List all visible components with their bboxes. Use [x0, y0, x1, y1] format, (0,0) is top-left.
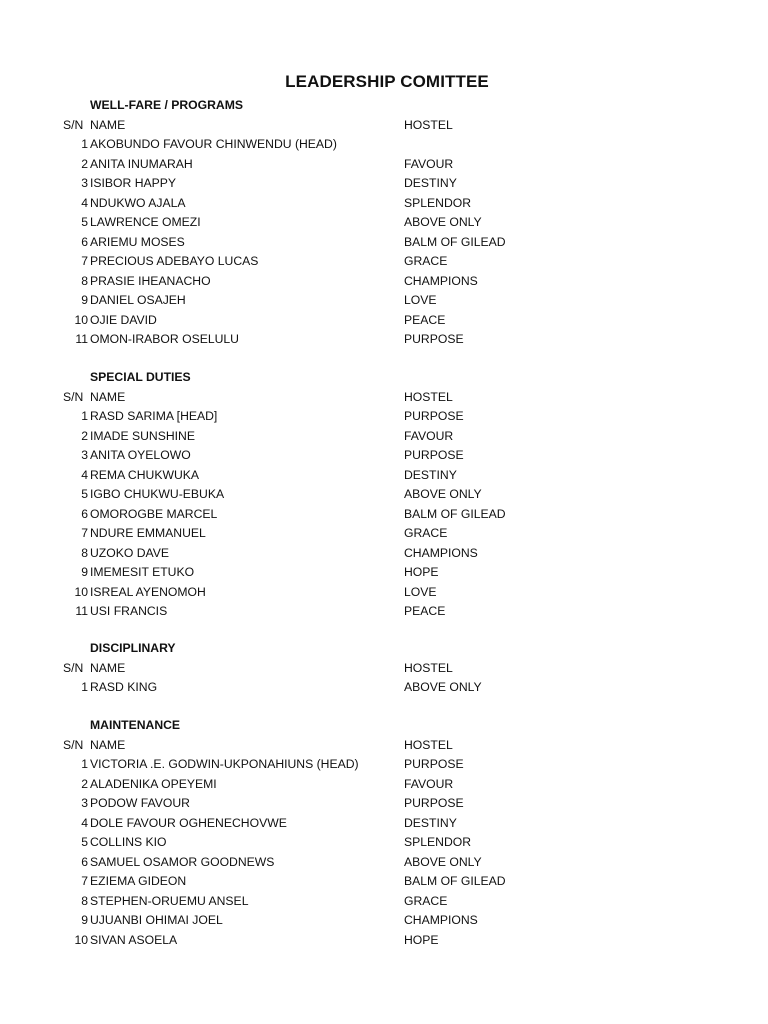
row-hostel: DESTINY [404, 815, 457, 830]
row-name: IMEMESIT ETUKO [90, 565, 195, 579]
row-hostel: PURPOSE [404, 409, 464, 423]
row-hostel: FAVOUR [404, 156, 454, 171]
row-name: IGBO CHUKWU-EBUKA [90, 487, 225, 501]
row-hostel: GRACE [404, 526, 448, 540]
table-row [0, 291, 768, 311]
row-sn: 5 [81, 487, 88, 501]
table-row [0, 911, 768, 931]
row-name: EZIEMA GIDEON [90, 874, 187, 888]
row-name: VICTORIA .E. GODWIN-UKPONAHIUNS (HEAD) [90, 757, 359, 771]
row-hostel: ABOVE ONLY [404, 854, 482, 869]
row-sn: 6 [81, 854, 88, 869]
row-hostel: PURPOSE [404, 757, 464, 771]
table-row [0, 466, 768, 486]
row-name: STEPHEN-ORUEMU ANSEL [90, 893, 249, 908]
row-name: UZOKO DAVE [90, 545, 170, 560]
row-sn: 4 [81, 467, 88, 482]
table-row [0, 872, 768, 892]
section-title: WELL-FARE / PROGRAMS [90, 98, 244, 112]
table-row [0, 407, 768, 427]
row-sn: 10 [74, 312, 88, 327]
table-row [0, 135, 768, 155]
row-sn: 7 [81, 526, 88, 540]
table-row [0, 311, 768, 331]
row-hostel: BALM OF GILEAD [404, 506, 506, 521]
row-hostel: PEACE [404, 312, 446, 327]
row-sn: 3 [81, 448, 88, 462]
row-name: OMON-IRABOR OSELULU [90, 332, 239, 346]
row-hostel: DESTINY [404, 467, 457, 482]
row-sn: 9 [81, 565, 88, 579]
column-header-sn: S/N [63, 737, 84, 752]
row-name: PRASIE IHEANACHO [90, 273, 211, 288]
table-row [0, 853, 768, 873]
table-row [0, 892, 768, 912]
column-header-name: NAME [90, 660, 126, 675]
row-name: ANITA INUMARAH [90, 156, 193, 171]
column-header-row [0, 659, 768, 679]
row-hostel: SPLENDOR [404, 835, 472, 849]
column-header-name: NAME [90, 389, 126, 404]
row-hostel: FAVOUR [404, 428, 454, 443]
row-hostel: CHAMPIONS [404, 273, 478, 288]
section-title-row [0, 639, 768, 659]
row-hostel: LOVE [404, 584, 437, 599]
row-sn: 4 [81, 815, 88, 830]
row-name: ANITA OYELOWO [90, 448, 191, 462]
table-row [0, 194, 768, 214]
row-name: USI FRANCIS [90, 604, 168, 618]
row-name: UJUANBI OHIMAI JOEL [90, 913, 223, 927]
table-row [0, 427, 768, 447]
row-sn: 10 [74, 932, 88, 947]
row-hostel: PURPOSE [404, 448, 464, 462]
row-sn: 8 [81, 273, 88, 288]
row-hostel: PEACE [404, 604, 446, 618]
table-row [0, 213, 768, 233]
table-row [0, 755, 768, 775]
table-row [0, 833, 768, 853]
row-name: LAWRENCE OMEZI [90, 215, 201, 229]
row-name: ISIBOR HAPPY [90, 176, 177, 190]
section-disciplinary [0, 639, 768, 698]
row-name: DANIEL OSAJEH [90, 293, 186, 307]
row-sn: 1 [81, 409, 88, 423]
table-row [0, 155, 768, 175]
table-row [0, 931, 768, 951]
row-name: NDUKWO AJALA [90, 195, 186, 210]
table-row [0, 524, 768, 544]
row-name: DOLE FAVOUR OGHENECHOVWE [90, 815, 287, 830]
table-row [0, 678, 768, 698]
row-hostel: PURPOSE [404, 796, 464, 810]
table-row [0, 794, 768, 814]
row-hostel: PURPOSE [404, 332, 464, 346]
table-row [0, 252, 768, 272]
table-row [0, 814, 768, 834]
row-sn: 2 [81, 776, 88, 791]
row-sn: 11 [75, 332, 88, 346]
row-name: OMOROGBE MARCEL [90, 506, 218, 521]
column-header-row [0, 736, 768, 756]
row-hostel: CHAMPIONS [404, 545, 478, 560]
row-sn: 3 [81, 796, 88, 810]
row-sn: 6 [81, 234, 88, 249]
table-row [0, 485, 768, 505]
section-title: SPECIAL DUTIES [90, 370, 191, 384]
row-sn: 8 [81, 893, 88, 908]
row-hostel: ABOVE ONLY [404, 680, 482, 694]
row-name: ARIEMU MOSES [90, 234, 185, 249]
row-sn: 3 [81, 176, 88, 190]
table-row [0, 233, 768, 253]
row-name: SIVAN ASOELA [90, 932, 178, 947]
row-hostel: GRACE [404, 254, 448, 268]
row-sn: 8 [81, 545, 88, 560]
row-hostel: FAVOUR [404, 776, 454, 791]
row-name: NDURE EMMANUEL [90, 526, 206, 540]
section-title-row [0, 96, 768, 116]
column-header-row [0, 116, 768, 136]
column-header-hostel: HOSTEL [404, 660, 453, 675]
row-name: PODOW FAVOUR [90, 796, 190, 810]
row-sn: 4 [81, 195, 88, 210]
section-title: DISCIPLINARY [90, 641, 176, 655]
column-header-sn: S/N [63, 389, 84, 404]
section-title: MAINTENANCE [90, 718, 181, 732]
column-header-sn: S/N [63, 660, 84, 675]
table-row [0, 446, 768, 466]
row-name: REMA CHUKWUKA [90, 467, 200, 482]
table-row [0, 330, 768, 350]
row-name: OJIE DAVID [90, 312, 157, 327]
row-name: AKOBUNDO FAVOUR CHINWENDU (HEAD) [90, 137, 337, 151]
row-sn: 5 [81, 215, 88, 229]
table-row [0, 602, 768, 622]
row-sn: 9 [81, 913, 88, 927]
row-sn: 5 [81, 835, 88, 849]
row-hostel: GRACE [404, 893, 448, 908]
row-name: SAMUEL OSAMOR GOODNEWS [90, 854, 275, 869]
row-sn: 7 [81, 254, 88, 268]
row-sn: 6 [81, 506, 88, 521]
row-name: RASD SARIMA [HEAD] [90, 409, 218, 423]
row-hostel: DESTINY [404, 176, 457, 190]
table-row [0, 563, 768, 583]
table-row [0, 583, 768, 603]
section-maintenance [0, 716, 768, 950]
row-sn: 11 [75, 604, 88, 618]
row-hostel: ABOVE ONLY [404, 215, 482, 229]
row-sn: 1 [81, 680, 88, 694]
row-sn: 1 [81, 757, 88, 771]
table-row [0, 775, 768, 795]
document-title: LEADERSHIP COMITTEE [285, 72, 489, 91]
row-name: ALADENIKA OPEYEMI [90, 776, 217, 791]
row-name: PRECIOUS ADEBAYO LUCAS [90, 254, 259, 268]
column-header-hostel: HOSTEL [404, 389, 453, 404]
row-hostel: BALM OF GILEAD [404, 874, 506, 888]
table-row [0, 544, 768, 564]
row-sn: 9 [81, 293, 88, 307]
section-special-duties [0, 368, 768, 622]
row-sn: 2 [81, 428, 88, 443]
row-sn: 10 [74, 584, 88, 599]
column-header-hostel: HOSTEL [404, 117, 453, 132]
row-sn: 2 [81, 156, 88, 171]
row-hostel: SPLENDOR [404, 195, 472, 210]
row-hostel: CHAMPIONS [404, 913, 478, 927]
row-sn: 1 [81, 137, 88, 151]
section-title-row [0, 368, 768, 388]
row-name: COLLINS KIO [90, 835, 167, 849]
row-sn: 7 [81, 874, 88, 888]
column-header-name: NAME [90, 117, 126, 132]
table-row [0, 272, 768, 292]
column-header-hostel: HOSTEL [404, 737, 453, 752]
column-header-name: NAME [90, 737, 126, 752]
row-name: ISREAL AYENOMOH [90, 584, 206, 599]
column-header-row [0, 388, 768, 408]
row-hostel: HOPE [404, 565, 439, 579]
section-welfare-programs [0, 96, 768, 350]
row-hostel: ABOVE ONLY [404, 487, 482, 501]
table-row [0, 505, 768, 525]
table-row [0, 174, 768, 194]
row-hostel: HOPE [404, 932, 439, 947]
section-title-row [0, 716, 768, 736]
row-hostel: BALM OF GILEAD [404, 234, 506, 249]
column-header-sn: S/N [63, 117, 84, 132]
row-name: RASD KING [90, 680, 158, 694]
row-name: IMADE SUNSHINE [90, 428, 195, 443]
row-hostel: LOVE [404, 293, 437, 307]
